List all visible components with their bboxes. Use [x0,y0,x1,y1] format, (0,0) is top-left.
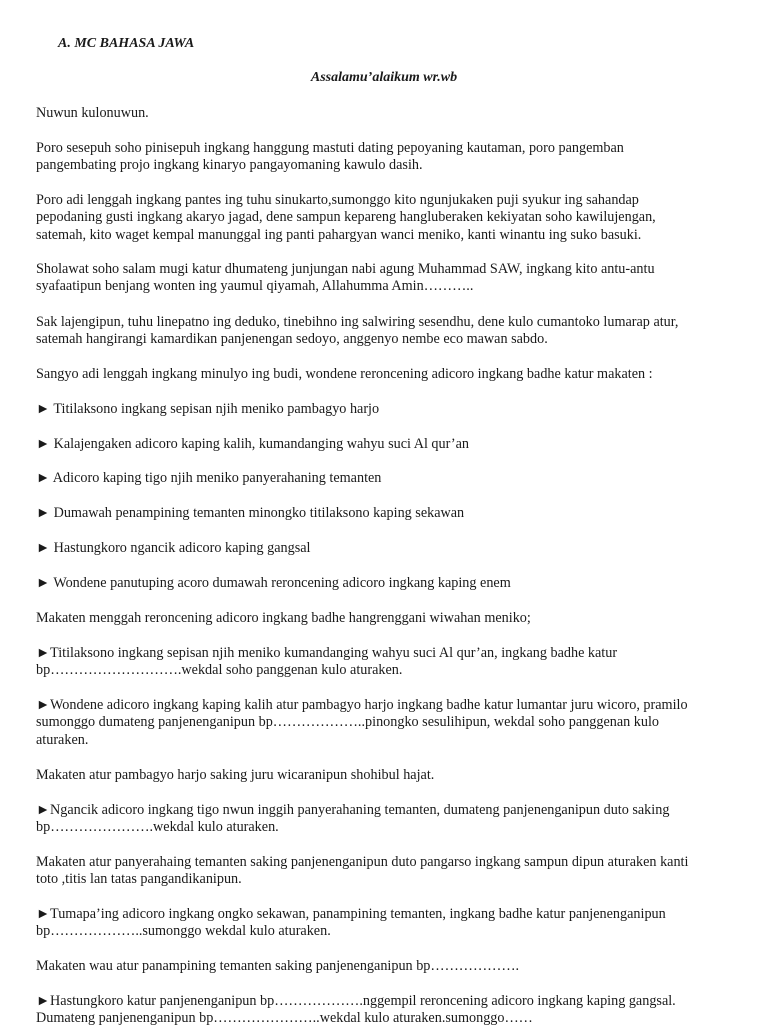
text-line: bp……………………….wekdal soho panggenan kulo aturaken. [36,662,403,679]
text-line: ► Adicoro kaping tigo njih meniko panyerahaning temanten [36,470,382,486]
text-line: Dumateng panjenenganipun bp…………………..wekdal kulo aturaken.sumonggo…… [36,1010,533,1027]
paragraph [36,906,748,941]
paragraph [36,401,748,418]
text-line: pepodaning gusti ingkang akaryo jagad, dene sampun kepareng hangluberaken kekiyatan soho kawilujengan, [36,209,656,226]
text-line: ►Wondene adicoro ingkang kaping kalih atur pambagyo harjo ingkang badhe katur lumantar juru wicoro, pramilo [36,697,688,713]
greeting-title: Assalamu’alaikum wr.wb [310,70,458,85]
paragraph [36,366,748,383]
text-line: Makaten menggah reroncening adicoro ingkang badhe hangrenggani wiwahan meniko; [36,610,531,626]
text-line: bp………………..sumonggo wekdal kulo aturaken. [36,923,331,940]
text-line: sumonggo dumateng panjenenganipun bp………………..pinongko sesulihipun, wekdal soho panggenan kulo [36,714,659,731]
paragraph [36,697,748,749]
text-line: ► Kalajengaken adicoro kaping kalih, kumandanging wahyu suci Al qur’an [36,436,469,452]
paragraph [36,192,748,244]
paragraph [36,575,748,592]
text-line: Sangyo adi lenggah ingkang minulyo ing budi, wondene reroncening adicoro ingkang badhe katur makaten : [36,366,653,382]
text-line: satemah, kito waget kempal manunggal ing panti pahargyan wanci meniko, kanti winantu ing suko basuki. [36,226,642,243]
text-line: ►Ngancik adicoro ingkang tigo nwun inggih panyerahaning temanten, dumateng panjenenganipun duto saking [36,802,670,818]
paragraph [36,436,748,453]
text-line: pangembating projo ingkang kinaryo pangayomaning kawulo dasih. [36,157,423,174]
text-line: Nuwun kulonuwun. [36,105,149,121]
text-line: ►Hastungkoro katur panjenenganipun bp……………….nggempil reroncening adicoro ingkang kaping gangsal. [36,993,676,1009]
section-heading: A. MC BAHASA JAWA [58,36,195,51]
text-line: Poro sesepuh soho pinisepuh ingkang hanggung mastuti dating pepoyaning kautaman, poro pangemban [36,140,624,156]
paragraph [36,470,748,487]
text-line: ► Wondene panutuping acoro dumawah reroncening adicoro ingkang kaping enem [36,575,511,591]
text-line: ►Tumapa’ing adicoro ingkang ongko sekawan, panampining temanten, ingkang badhe katur panjenenganipun [36,906,666,922]
text-line: ► Titilaksono ingkang sepisan njih meniko pambagyo harjo [36,401,380,417]
text-line: Makaten atur panyerahaing temanten saking panjenenganipun duto pangarso ingkang sampun dipun aturaken kanti [36,854,689,870]
text-line: Sholawat soho salam mugi katur dhumateng junjungan nabi agung Muhammad SAW, ingkang kito antu-antu [36,261,655,277]
paragraph [36,802,748,837]
text-line: ► Dumawah penampining temanten minongko titilaksono kaping sekawan [36,505,465,521]
text-line: Makaten wau atur panampining temanten saking panjenenganipun bp………………. [36,958,520,974]
paragraph [36,958,748,975]
paragraph [36,854,748,889]
text-line: syafaatipun benjang wonten ing yaumul qiyamah, Allahumma Amin……….. [36,278,474,295]
text-line: ► Hastungkoro ngancik adicoro kaping gangsal [36,540,311,556]
text-line: Poro adi lenggah ingkang pantes ing tuhu sinukarto,sumonggo kito ngunjukaken puji syukur ing sahandap [36,192,639,208]
text-line: Sak lajengipun, tuhu linepatno ing deduko, tinebihno ing salwiring sesendhu, dene kulo cumantoko lumarap atur, [36,314,679,330]
text-line: Makaten atur pambagyo harjo saking juru wicaranipun shohibul hajat. [36,767,435,783]
paragraph [36,314,748,349]
paragraph [36,610,748,627]
paragraph [36,767,748,784]
paragraph [36,645,748,680]
text-line: aturaken. [36,731,89,748]
paragraph [36,105,748,122]
paragraph [36,140,748,175]
paragraph [36,540,748,557]
paragraph [36,993,748,1028]
paragraph [36,261,748,296]
text-line: ►Titilaksono ingkang sepisan njih meniko kumandanging wahyu suci Al qur’an, ingkang badhe katur [36,645,618,661]
text-line: bp………………….wekdal kulo aturaken. [36,819,279,836]
text-line: satemah hangirangi kamardikan panjenengan sedoyo, anggenyo nembe eco mawan sabdo. [36,331,548,348]
paragraph [36,505,748,522]
text-line: toto ,titis lan tatas pangandikanipun. [36,871,242,888]
